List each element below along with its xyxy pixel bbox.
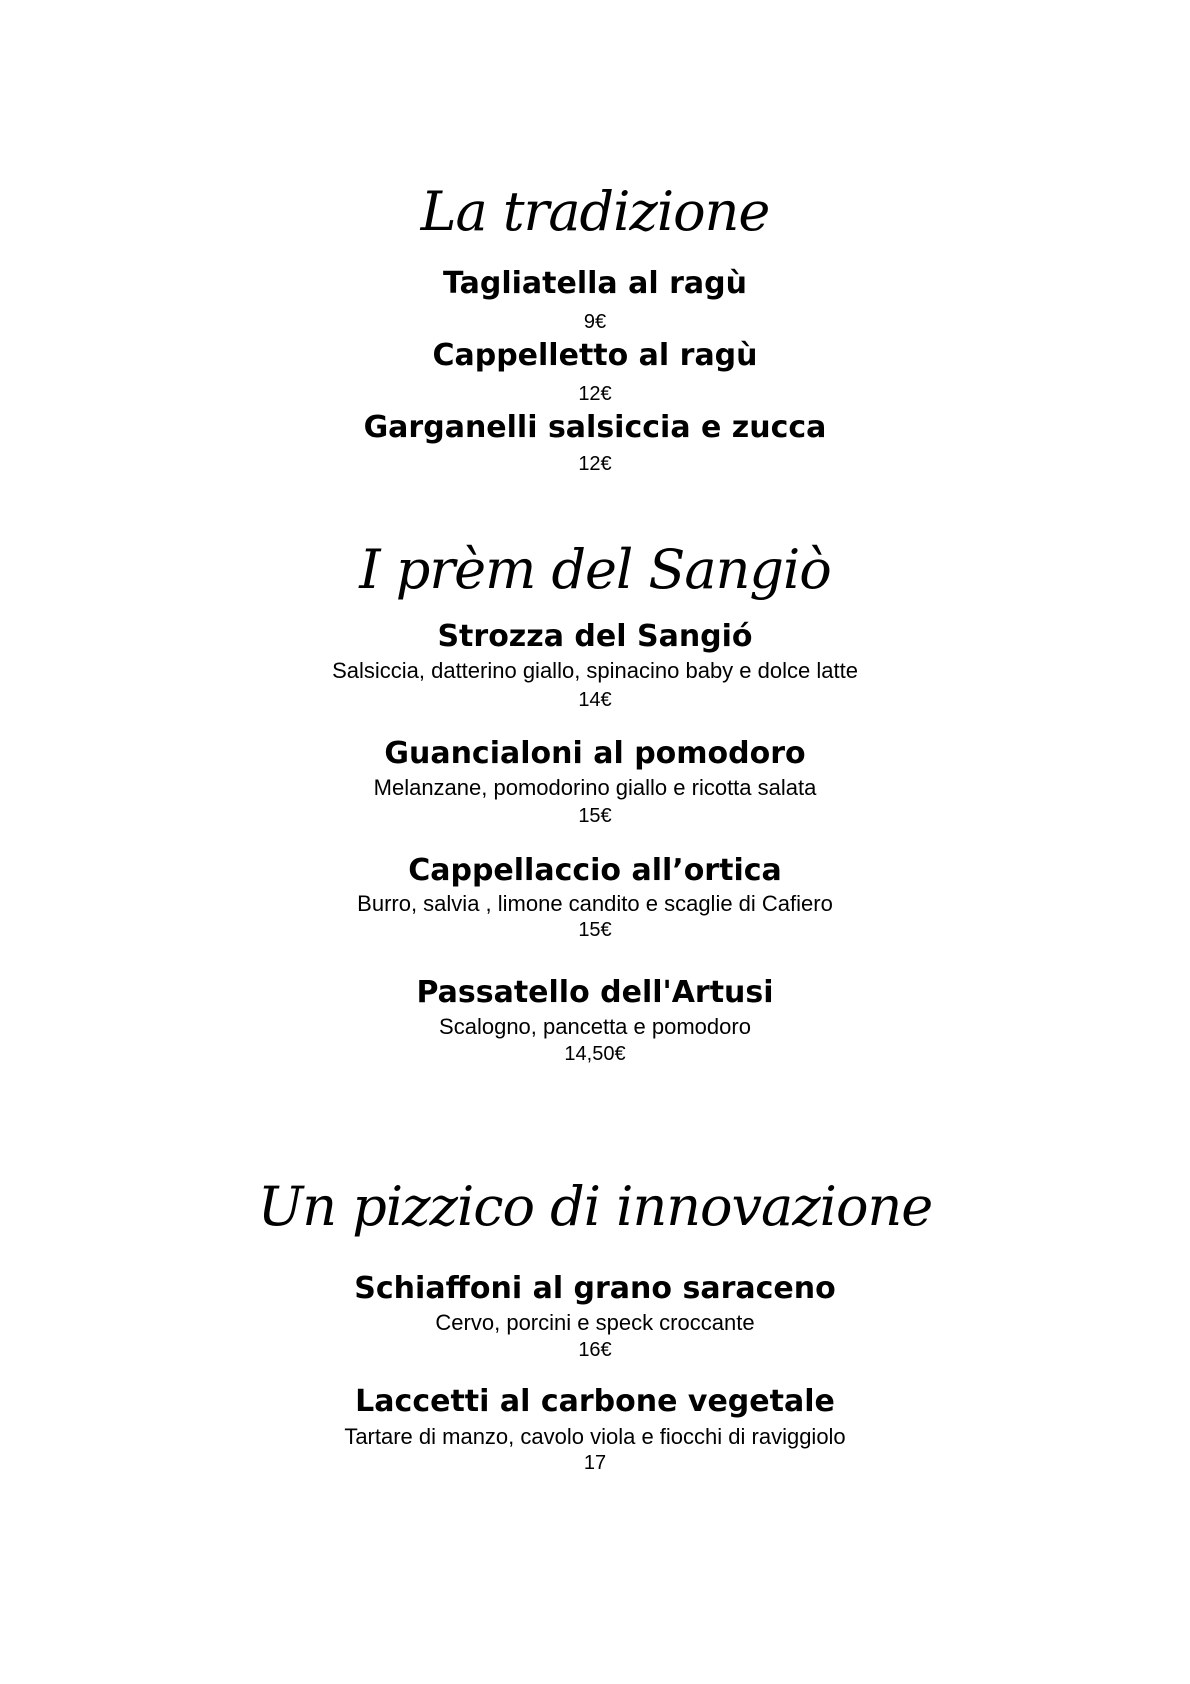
dish-price: 9€ [583, 311, 607, 333]
dish-name: Garganelli salsiccia e zucca [363, 410, 827, 445]
dish-price: 14€ [578, 689, 612, 711]
dish-description: Melanzane, pomodorino giallo e ricotta salata [373, 775, 817, 800]
dish-price: 17 [583, 1452, 607, 1474]
dish-price: 14,50€ [564, 1043, 626, 1065]
dish-name: Tagliatella al ragù [443, 266, 747, 301]
dish-price: 16€ [578, 1339, 612, 1361]
section-title: I prèm del Sangiò [359, 538, 831, 601]
dish-price: 12€ [578, 383, 612, 405]
dish-name: Schiaffoni al grano saraceno [354, 1271, 836, 1306]
dish-name: Strozza del Sangió [437, 619, 753, 654]
dish-price: 15€ [578, 919, 612, 941]
dish-description: Salsiccia, datterino giallo, spinacino baby e dolce latte [332, 658, 858, 683]
dish-name: Laccetti al carbone vegetale [355, 1384, 835, 1419]
dish-description: Tartare di manzo, cavolo viola e fiocchi di raviggiolo [344, 1424, 846, 1449]
dish-description: Cervo, porcini e speck croccante [435, 1310, 755, 1335]
dish-price: 12€ [578, 453, 612, 475]
section-title: La tradizione [420, 180, 770, 243]
dish-description: Burro, salvia , limone candito e scaglie di Cafiero [357, 891, 833, 916]
dish-name: Passatello dell'Artusi [416, 975, 774, 1010]
dish-name: Cappellaccio all’ortica [408, 853, 782, 888]
dish-name: Cappelletto al ragù [432, 338, 758, 373]
section-title: Un pizzico di innovazione [257, 1175, 933, 1238]
dish-description: Scalogno, pancetta e pomodoro [439, 1014, 751, 1039]
dish-name: Guancialoni al pomodoro [384, 736, 806, 771]
dish-price: 15€ [578, 805, 612, 827]
